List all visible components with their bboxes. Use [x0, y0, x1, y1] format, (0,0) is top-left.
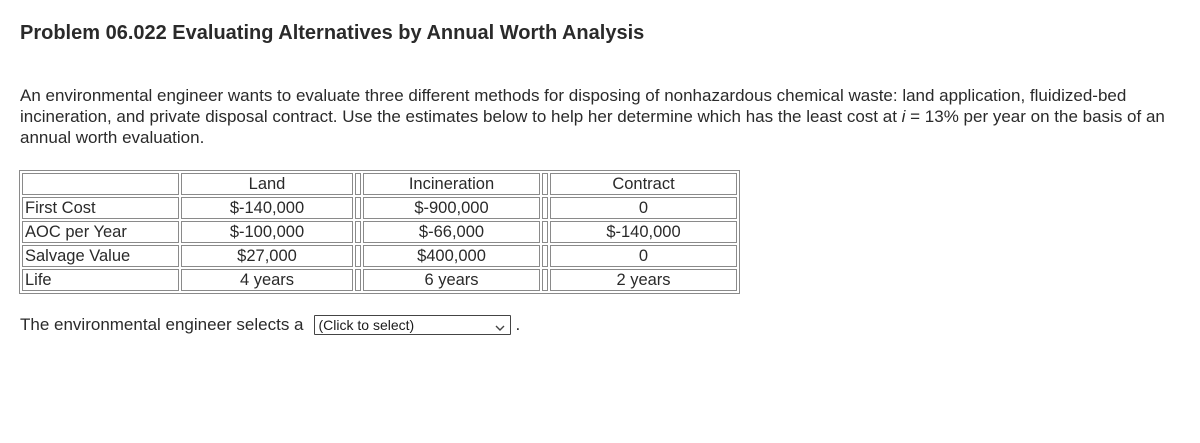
column-gap	[355, 245, 361, 267]
table-row	[22, 245, 737, 267]
problem-title: Problem 06.022 Evaluating Alternatives by Annual Worth Analysis	[20, 22, 645, 44]
table-cell: 4 years	[181, 269, 353, 291]
column-gap	[542, 245, 548, 267]
table-cell: $-100,000	[181, 221, 353, 243]
row-label: AOC per Year	[22, 221, 179, 243]
table-row	[22, 269, 737, 291]
interest-rate-variable: i	[901, 107, 906, 126]
statement-text-2: = 13% per year on the basis of an annual worth evaluation.	[20, 107, 1165, 147]
select-value: (Click to select)	[318, 317, 415, 333]
header-contract: Contract	[550, 173, 737, 195]
header-incineration: Incineration	[363, 173, 540, 195]
row-label: First Cost	[22, 197, 179, 219]
table-cell: $27,000	[181, 245, 353, 267]
answer-prefix: The environmental engineer selects a	[20, 315, 304, 334]
table-cell: 6 years	[363, 269, 540, 291]
column-gap	[542, 221, 548, 243]
problem-statement	[20, 85, 1180, 148]
estimates-table	[19, 170, 740, 294]
answer-suffix: .	[515, 315, 521, 334]
alternative-select[interactable]	[314, 315, 511, 335]
column-gap	[355, 197, 361, 219]
table-cell: $-140,000	[550, 221, 737, 243]
column-gap	[542, 197, 548, 219]
table-row	[22, 197, 737, 219]
table-cell: 0	[550, 197, 737, 219]
header-land: Land	[181, 173, 353, 195]
table-cell: 2 years	[550, 269, 737, 291]
statement-text-1: An environmental engineer wants to evaluate three different methods for disposing of nonhazardous chemical waste: land application, fluidized-bed incineration, and private disposal contract. Use the estimates below to help her determine which has the least cost at	[20, 86, 1127, 126]
header-empty-cell	[22, 173, 179, 195]
table-cell: $-66,000	[363, 221, 540, 243]
table-cell: $400,000	[363, 245, 540, 267]
column-gap	[542, 269, 548, 291]
table-header-row	[22, 173, 737, 195]
column-gap	[542, 173, 548, 195]
column-gap	[355, 269, 361, 291]
row-label: Salvage Value	[22, 245, 179, 267]
table-cell: $-140,000	[181, 197, 353, 219]
table-cell: 0	[550, 245, 737, 267]
answer-sentence	[20, 315, 520, 335]
table-row	[22, 221, 737, 243]
chevron-down-icon	[494, 320, 506, 330]
table-cell: $-900,000	[363, 197, 540, 219]
row-label: Life	[22, 269, 179, 291]
column-gap	[355, 221, 361, 243]
column-gap	[355, 173, 361, 195]
